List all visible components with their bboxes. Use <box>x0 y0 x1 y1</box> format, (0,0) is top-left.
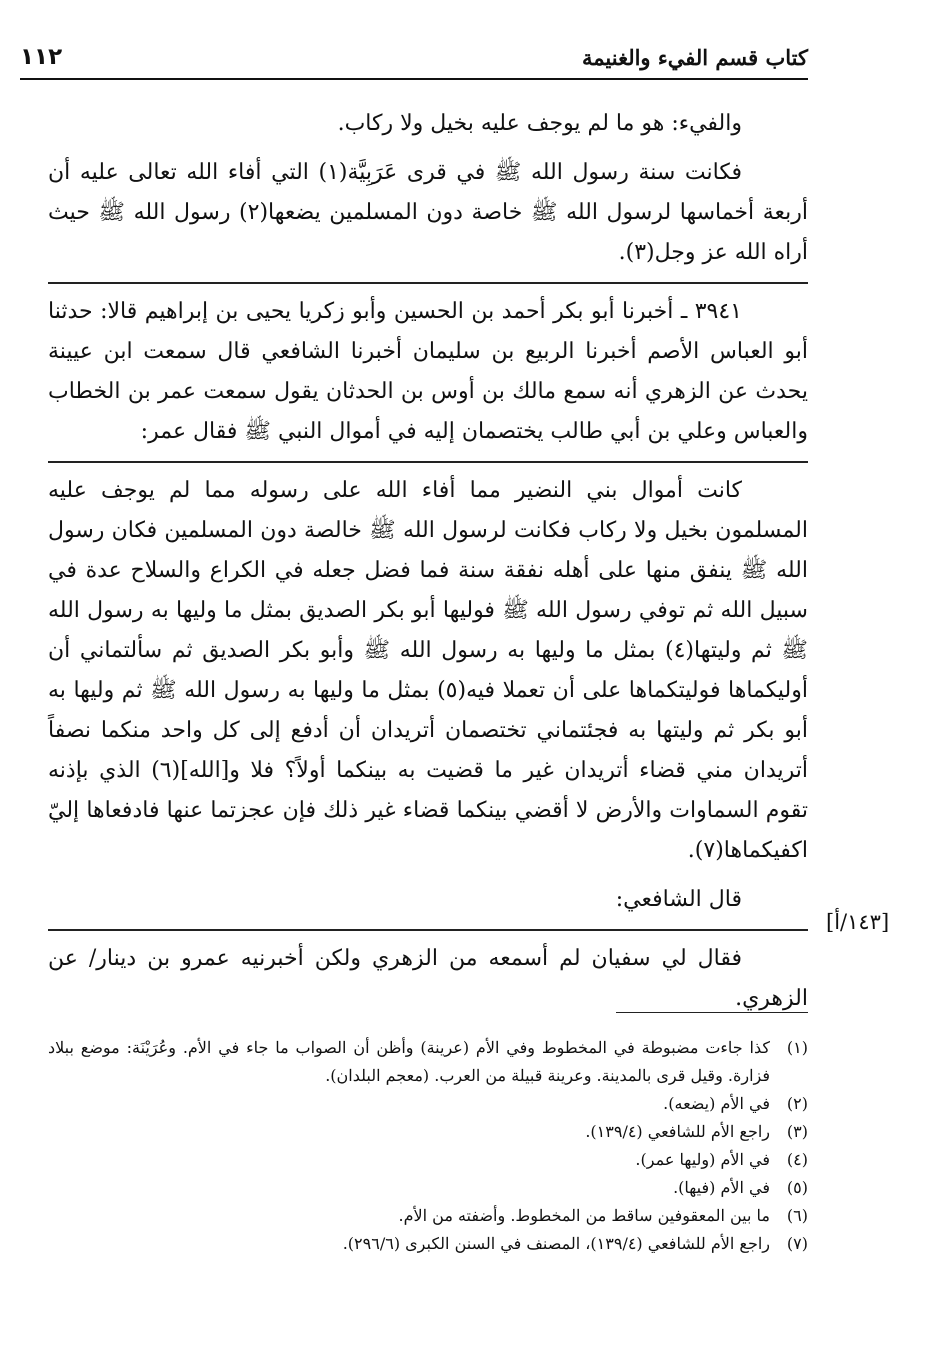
section-divider <box>48 929 808 931</box>
footnote-text: كذا جاءت مضبوطة في المخطوط وفي الأم (عرينة) وأظن أن الصواب ما جاء في الأم. وعُرَيْنَة: موضع ببلاد فزارة. وقيل قرى بالمدينة. وعرينة قبيلة من العرب. (معجم البلدان). <box>48 1038 770 1085</box>
main-text <box>48 104 808 1028</box>
footnote-item <box>48 1034 808 1090</box>
footnote-text: راجع الأم للشافعي (١٣٩/٤)، المصنف في السنن الكبرى (٢٩٦/٦). <box>342 1234 770 1253</box>
footnote-text: ما بين المعقوفين ساقط من المخطوط. وأضفته من الأم. <box>398 1206 770 1225</box>
footnote-number: (٥) <box>786 1178 808 1197</box>
paragraph-fay-definition: والفيء: هو ما لم يوجف عليه بخيل ولا ركاب. <box>337 111 742 136</box>
paragraph-sunnah: فكانت سنة رسول الله ﷺ في قرى عَرَبِيَّة(١) التي أفاء الله تعالى عليه أن أربعة أخماسها لرسول الله ﷺ خاصة دون المسلمين يضعها(٢) رسول الله ﷺ حيث أراه الله عز وجل(٣). <box>48 160 808 265</box>
footnote-item <box>48 1146 808 1174</box>
hadith-isnad: ٣٩٤١ ـ أخبرنا أبو بكر أحمد بن الحسين وأبو زكريا يحيى بن إبراهيم قالا: حدثنا أبو العباس الأصم أخبرنا الربيع بن سليمان أخبرنا الشافعي قال سمعت ابن عيينة يحدث عن الزهري أنه سمع مالك بن أوس بن الحدثان يقول سمعت عمر بن الخطاب والعباس وعلي بن أبي طالب يختصمان إليه في أموال النبي ﷺ فقال عمر: <box>48 299 808 444</box>
footnote-text: في الأم (يضعه). <box>663 1094 770 1113</box>
footnote-item <box>48 1230 808 1258</box>
book-title: كتاب قسم الفيء والغنيمة <box>582 44 808 70</box>
footnote-text: في الأم (وليها عمر). <box>635 1150 770 1169</box>
paragraph-sufyan: فقال لي سفيان لم أسمعه من الزهري ولكن أخبرنيه عمرو بن دينار/ عن الزهري. <box>48 946 808 1011</box>
footnote-number: (٤) <box>786 1150 808 1169</box>
footnote-item <box>48 1202 808 1230</box>
footnote-item <box>48 1174 808 1202</box>
footnote-text: في الأم (فيها). <box>673 1178 770 1197</box>
section-divider <box>48 461 808 463</box>
section-divider <box>48 282 808 284</box>
footnote-text: راجع الأم للشافعي (١٣٩/٤). <box>585 1122 770 1141</box>
page-header <box>20 36 808 80</box>
footnote-item <box>48 1090 808 1118</box>
hadith-matn: كانت أموال بني النضير مما أفاء الله على رسوله مما لم يوجف عليه المسلمون بخيل ولا ركاب فكانت لرسول الله ﷺ خالصة دون المسلمين فكان رسول الله ﷺ ينفق منها على أهله نفقة سنة فما فضل جعله في الكراع والسلاح عدة في سبيل الله ثم توفي رسول الله ﷺ فوليها أبو بكر الصديق بمثل ما وليها به رسول الله ﷺ ثم وليتها(٤) بمثل ما وليها به رسول الله ﷺ وأبو بكر الصديق ثم سألتماني أن أوليكماها فوليتكماها على أن تعملا فيه(٥) بمثل ما وليها به رسول الله ﷺ ثم وليها به أبو بكر ثم وليتها به فجئتماني تختصمان أتريدان أن أدفع إلى كل واحد منكما نصفاً أتريدان مني قضاء أتريدان غير ما قضيت به بينكما أولاً؟ فلا و[الله](٦) الذي بإذنه تقوم السماوات والأرض لا أقضي بينكما قضاء غير ذلك فإن عجزتما عنها فادفعاها إليّ اكفيكماها(٧). <box>48 478 808 863</box>
footnote-number: (٣) <box>786 1122 808 1141</box>
footnote-number: (١) <box>786 1038 808 1057</box>
shafii-heading: قال الشافعي: <box>615 887 742 912</box>
footnote-number: (٦) <box>786 1206 808 1225</box>
footnotes <box>48 1034 808 1258</box>
footnote-number: (٢) <box>786 1094 808 1113</box>
manuscript-folio-marker: [١٤٣/أ] <box>826 910 890 934</box>
page-number: ١١٢ <box>20 44 63 70</box>
footnote-item <box>48 1118 808 1146</box>
footnote-separator <box>616 1012 808 1013</box>
footnote-number: (٧) <box>786 1234 808 1253</box>
